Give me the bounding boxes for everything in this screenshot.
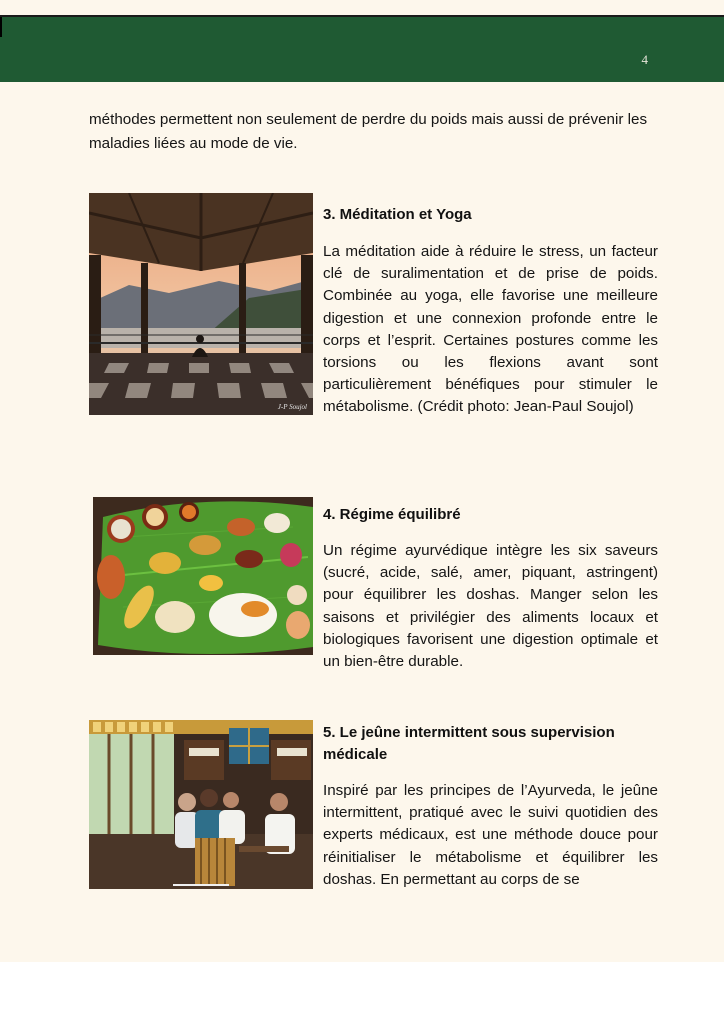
section-heading-fasting: 5. Le jeûne intermittent sous supervision médicale xyxy=(323,724,615,763)
section-body-fasting: Inspiré par les principes de l’Ayurveda, le jeûne intermittent, pratiqué avec le suivi quotidien des experts médicaux, est une méthode douce pour réinitialiser le métabolisme et équilibrer les doshas. En permettant au corps de se xyxy=(323,782,658,888)
section-body-meditation: La méditation aide à réduire le stress, un facteur clé de suralimentation et de prise de poids. Combinée au yoga, elle favorise une meilleure digestion et une connexion profonde entre le corps et l’esprit. Certaines postures comme les torsions ou les flexions avant sont particulièrement bénéfiques pour stimuler le métabolisme. (Crédit photo: Jean-Paul Soujol) xyxy=(323,243,658,416)
page-number: 4 xyxy=(641,52,648,67)
photo-signature: J-P Soujol xyxy=(277,403,307,411)
section-heading-diet: 4. Régime équilibré xyxy=(323,506,461,523)
page-header-band xyxy=(0,15,724,82)
section-heading-meditation: 3. Méditation et Yoga xyxy=(323,206,472,223)
medical-consultation-photo xyxy=(89,720,313,889)
intro-paragraph: méthodes permettent non seulement de perdre du poids mais aussi de prévenir les maladies liées au mode de vie. xyxy=(89,111,648,152)
meditation-pavilion-photo xyxy=(89,193,313,415)
section-body-diet: Un régime ayurvédique intègre les six saveurs (sucré, acide, salé, amer, piquant, astringent) pour équilibrer les doshas. Manger selon les saisons et privilégier des aliments locaux et biologiques favorisent une digestion optimale et un bien-être durable. xyxy=(323,542,658,671)
banana-leaf-meal-photo xyxy=(93,497,313,655)
header-corner-mark xyxy=(0,17,2,37)
